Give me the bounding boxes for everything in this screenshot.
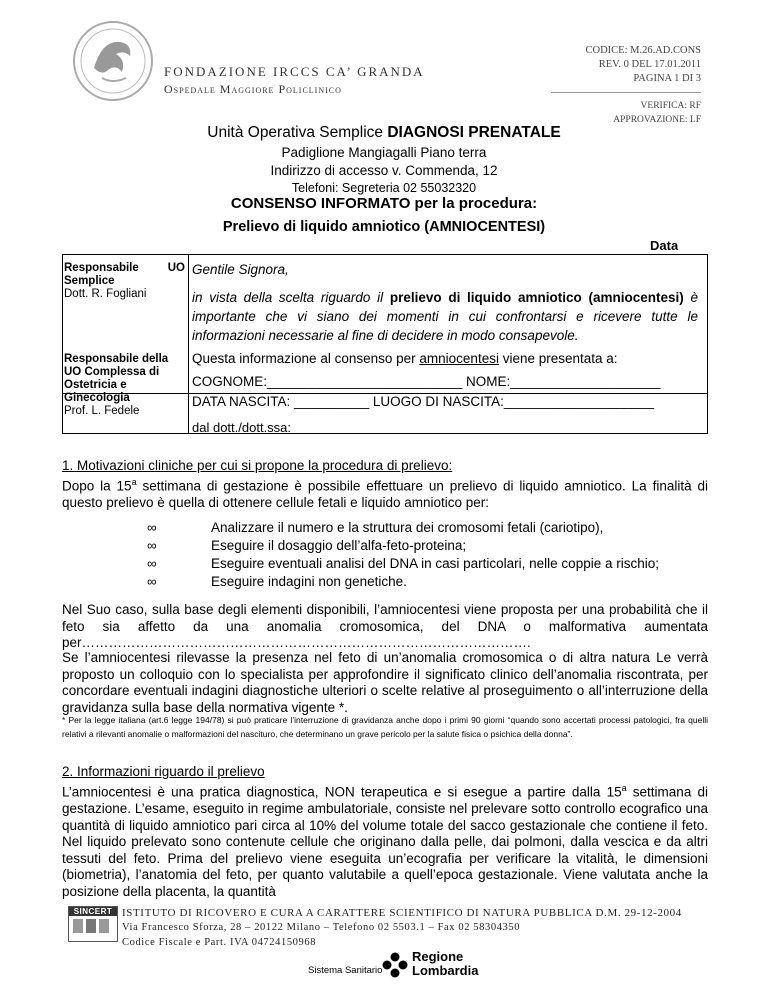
bullet-marker: ∞ bbox=[147, 574, 157, 589]
section2-heading: 2. Informazioni riguardo il prelievo bbox=[62, 764, 265, 779]
resp1: Responsabile UO Semplice Dott. R. Fogliani bbox=[64, 262, 185, 300]
foundation-logo bbox=[72, 20, 154, 102]
greeting: Gentile Signora, bbox=[192, 262, 289, 277]
org-subname: Ospedale Maggiore Policlinico bbox=[164, 82, 342, 96]
bullet-marker: ∞ bbox=[147, 520, 157, 535]
org-name: FONDAZIONE IRCCS CA’ GRANDA bbox=[164, 64, 425, 79]
doc-page: PAGINA 1 DI 3 bbox=[633, 73, 701, 84]
name-field-line: COGNOME:__________________________ NOME:____________________ bbox=[192, 372, 698, 391]
address: Indirizzo di accesso v. Commenda, 12 bbox=[270, 163, 498, 178]
regione-lombardia: Regione Lombardia bbox=[412, 949, 479, 978]
section1-heading: 1. Motivazioni cliniche per cui si propone la procedura di prelievo: bbox=[62, 458, 453, 473]
footer-line3: Codice Fiscale e Part. IVA 04724150968 bbox=[122, 937, 317, 948]
consent-title: CONSENSO INFORMATO per la procedura: bbox=[230, 195, 538, 212]
phones: Telefoni: Segreteria 02 55032320 bbox=[291, 181, 477, 195]
doc-approvazione: APPROVAZIONE: LF bbox=[613, 115, 701, 125]
birth-field-line: DATA NASCITA: __________ LUOGO DI NASCITA:____________________ bbox=[192, 394, 655, 409]
section1-para3: Se l’amniocentesi rilevasse la presenza nel feto di un’anomalia cromosomica o di altra natura Le verrà proposto un colloquio con lo specialista per approfondire il significato clinico dell’anomalia riscontrata, per concordare eventuali indagini diagnostiche ulteriori o scelte relative al proseguimento o all’interruzione della gravidanza sulla base della normativa vigente *. bbox=[62, 650, 708, 715]
doctor-label: dal dott./dott.ssa: bbox=[192, 420, 292, 435]
document-code-box bbox=[551, 44, 701, 127]
footer-line2: Via Francesco Sforza, 28 – 20122 Milano – Telefono 02 5503.1 – Fax 02 58304350 bbox=[122, 922, 521, 933]
doc-revision: REV. 0 DEL 17.01.2011 bbox=[598, 59, 701, 70]
footnote: * Per la legge italiana (art.6 legge 194/78) si può praticare l’interruzione di gravidanza anche dopo i primi 90 giorni “quando sono accertati processi patologici, fra quelli relativi a rilevanti anomalie o malformazioni del nascituro, che determinano un grave pericolo per la salute fisica o psichica della donna”. bbox=[62, 715, 708, 739]
resp2: Responsabile della UO Complessa di Ostetricia e Ginecologia Prof. L. Fedele bbox=[64, 353, 169, 417]
bullet-item: Analizzare il numero e la struttura dei cromosomi fetali (cariotipo), bbox=[211, 520, 604, 535]
date-label: Data bbox=[650, 238, 679, 253]
bullet-item: Eseguire il dosaggio dell’alfa-feto-proteina; bbox=[211, 538, 467, 553]
section2-para: L’amniocentesi è una pratica diagnostica, NON terapeutica e si esegue a partire dalla 15$^a$ settimana di gestazione. L’esame, eseguito in regime ambulatoriale, consiste nel prelevare sotto controllo ecografico una quantità di liquido amniotico pari circa al 10% del volume totale del sacco gestazionale che contiene il feto. Nel liquido prelevato sono contenute cellule che originano dalla pelle, dai polmoni, dalla vescica e da altri tessuti del feto. Prima del prelievo viene eseguita un’ecografia per verificare la vitalità, le dimensioni (biometria), l’anatomia del feto, per quanto valutabile a quell’epoca gestazionale. Viene valutata anche la posizione della placenta, la quantità bbox=[62, 783, 708, 899]
section1-intro: Dopo la 15$^a$ settimana di gestazione è possibile effettuare un prelievo di liquido amniotico. La finalità di questo prelievo è quella di ottenere cellule fetali e liquido amniotico per: bbox=[62, 477, 708, 510]
sistema-sanitario: Sistema Sanitario bbox=[308, 965, 383, 976]
sincert-badge: SINCERT bbox=[68, 906, 118, 942]
intro-text: in vista della scelta riguardo il prelievo di liquido amniotico (amniocentesi) è importante che vi siano dei momenti in cui confrontarsi e ricevere tutte le informazioni necessarie al fine di decidere in modo consapevole. bbox=[192, 290, 698, 343]
info-line: Questa informazione al consenso per amniocentesi viene presentata a: bbox=[192, 351, 618, 366]
bullet-item: Eseguire eventuali analisi del DNA in casi particolari, nelle coppie a rischio; bbox=[211, 556, 659, 571]
pavilion: Padiglione Mangiagalli Piano terra bbox=[281, 145, 487, 160]
bullet-marker: ∞ bbox=[147, 538, 157, 553]
bullet-marker: ∞ bbox=[147, 556, 157, 571]
footer-line1: ISTITUTO DI RICOVERO E CURA A CARATTERE SCIENTIFICO DI NATURA PUBBLICA D.M. 29-12-2004 bbox=[122, 907, 682, 919]
doc-code: CODICE: M.26.AD.CONS bbox=[585, 45, 701, 56]
procedure-title: Prelievo di liquido amniotico (AMNIOCENTESI) bbox=[222, 219, 546, 235]
divider bbox=[551, 86, 701, 93]
unit-title: Unità Operativa Semplice DIAGNOSI PRENATALE bbox=[207, 124, 561, 141]
section1-para2: Nel Suo caso, sulla base degli elementi disponibili, l’amniocentesi viene proposta per una probabilità che il feto sia affetto da una anomalia cromosomica, del DNA o malformativa aumentata per………………………………………………………………………………………. bbox=[62, 602, 708, 650]
doc-verifica: VERIFICA: RF bbox=[640, 101, 701, 111]
lombardia-rose-icon bbox=[382, 952, 408, 978]
bullet-item: Eseguire indagini non genetiche. bbox=[211, 574, 407, 589]
